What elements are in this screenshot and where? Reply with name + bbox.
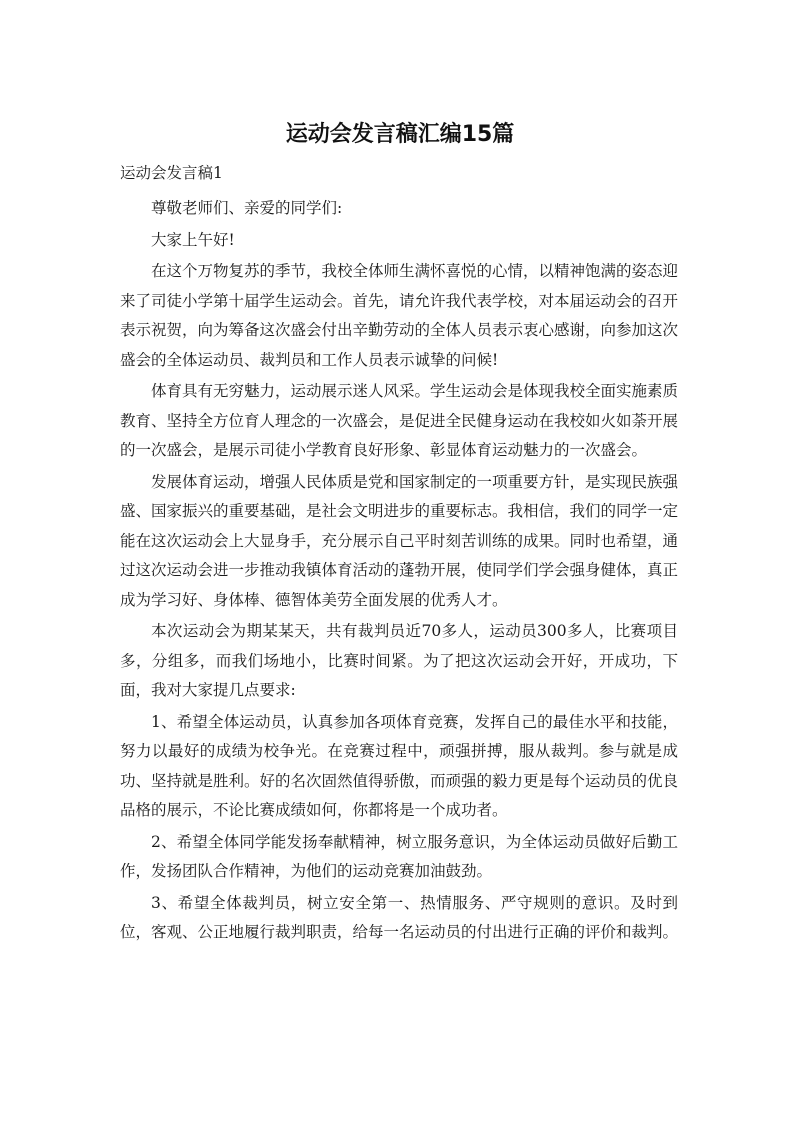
paragraph-salutation: 尊敬老师们、亲爱的同学们: [151, 199, 343, 217]
paragraph-greeting: 大家上午好! [151, 230, 235, 249]
paragraph-requirement-1: 1、希望全体运动员，认真参加各项体育竞赛，发挥自己的最佳水平和技能，努力以最好的成绩为校争光。在竞赛过程中，顽强拼搏，服从裁判。参与就是成功、坚持就是胜利。好的名次固然值得骄傲，而顽强的毅力更是每个运动员的优良品格的展示，不论比赛成绩如何，你都将是一个成功者。 [120, 712, 679, 819]
document-body [120, 194, 678, 948]
paragraph: 本次运动会为期某某天，共有裁判员近70多人，运动员300多人，比赛项目多，分组多，而我们场地小，比赛时间紧。为了把这次运动会开好，开成功，下面，我对大家提几点要求: [120, 622, 678, 699]
paragraph-requirement-2: 2、希望全体同学能发扬奉献精神，树立服务意识，为全体运动员做好后勤工作，发扬团队合作精神，为他们的运动竞赛加油鼓劲。 [120, 832, 678, 880]
paragraph-requirement-3: 3、希望全体裁判员，树立安全第一、热情服务、严守规则的意识。及时到位，客观、公正地履行裁判职责，给每一名运动员的付出进行正确的评价和裁判。 [120, 893, 679, 941]
paragraph: 在这个万物复苏的季节，我校全体师生满怀喜悦的心情，以精神饱满的姿态迎来了司徒小学第十届学生运动会。首先，请允许我代表学校，对本届运动会的召开表示祝贺，向为筹备这次盛会付出辛勤劳动的全体人员表示衷心感谢，向参加这次盛会的全体运动员、裁判员和工作人员表示诚挚的问候! [120, 262, 679, 369]
paragraph: 体育具有无穷魅力，运动展示迷人风采。学生运动会是体现我校全面实施素质教育、坚持全方位育人理念的一次盛会，是促进全民健身运动在我校如火如荼开展的一次盛会，是展示司徒小学教育良好形象、彰显体育运动魅力的一次盛会。 [120, 382, 679, 459]
section-heading: 运动会发言稿1 [120, 164, 223, 182]
paragraph: 发展体育运动，增强人民体质是党和国家制定的一项重要方针，是实现民族强盛、国家振兴的重要基础，是社会文明进步的重要标志。我相信，我们的同学一定能在这次运动会上大显身手，充分展示自己平时刻苦训练的成果。同时也希望，通过这次运动会进一步推动我镇体育活动的蓬勃开展，使同学们学会强身健体，真正成为学习好、身体棒、德智体美劳全面发展的优秀人才。 [120, 472, 679, 609]
document-title: 运动会发言稿汇编15篇 [285, 122, 515, 147]
